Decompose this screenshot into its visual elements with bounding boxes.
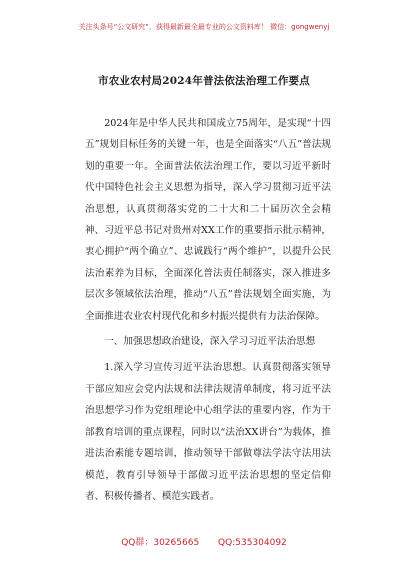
item-paragraph: 1.深入学习宣传习近平法治思想。认真贯彻落实领导干部应知应会党内法规和法律法规清单制度，将习近平法治思想学习作为党组理论中心组学法的重要内容，作为干部教育培训的重点课程，同时以“法治XX讲台”为载体，推进法治素能专题培训，推动领导干部做尊法学法守法用法模范，教育引导领导干部做习近平法治思想的坚定信仰者、积极传播者、模范实践者。 xyxy=(85,362,331,502)
document-title: 市农业农村局2024年普法依法治理工作要点 xyxy=(98,75,310,87)
header-banner: 关注头条号“公文研究”，获得最新最全最专业的公文资料库！ 微信：gongwenyj xyxy=(78,23,330,31)
qq-contact-number: QQ:535304092 xyxy=(218,538,287,548)
intro-paragraph: 2024年是中华人民共和国成立75周年，是实现“十四五”规划目标任务的关键一年，也是全面落实“八五”普法规划的重要一年。全面普法依法治理工作，要以习近平新时代中国特色社会主义思想为指导，深入学习贯彻习近平法治思想，认真贯彻落实党的二十大和二十届历次全会精神、习近平总书记对贵州对XX工作的重要指示批示精神，衷心拥护“两个确立”、忠诚践行“两个维护”，以提升公民法治素养为目标，全面深化普法责任制落实，深入推进多层次多领域依法治理，推动“八五”普法规划全面实施，为全面推进农业农村现代化和乡村振兴提供有力法治保障。 xyxy=(85,118,331,322)
qq-group-number: QQ群：30265665 xyxy=(121,538,200,548)
document-body xyxy=(85,113,331,507)
section-heading: 一、加强思想政治建设，深入学习习近平法治思想 xyxy=(104,336,316,348)
footer-contact xyxy=(0,535,408,548)
